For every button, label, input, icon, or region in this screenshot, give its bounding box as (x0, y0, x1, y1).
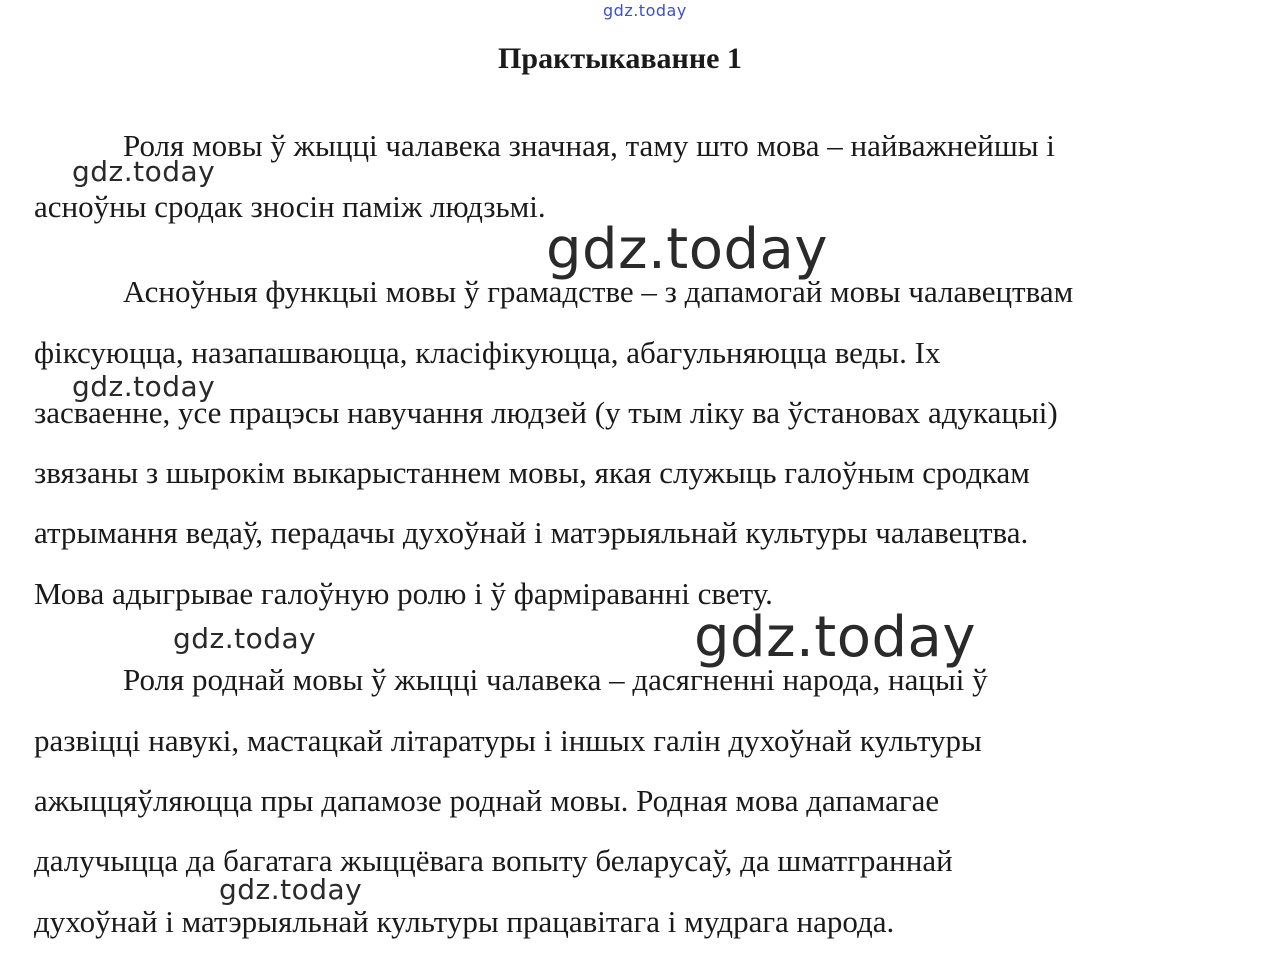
text-line: духоўнай і матэрыяльнай культуры працавітага і мудрага народа. (34, 904, 895, 939)
watermark: gdz.today (72, 370, 216, 403)
text-line: асноўны сродак зносін паміж людзьмі. (34, 189, 546, 224)
text-line: ажыццяўляюцца пры дапамозе роднай мовы. Родная мова дапамагае (34, 783, 940, 818)
text-line: звязаны з шырокім выкарыстаннем мовы, якая служыць галоўным сродкам (34, 455, 1030, 490)
header-watermark: gdz.today (603, 1, 687, 20)
text-line: Асноўныя функцыі мовы ў грамадстве – з дапамогай мовы чалавецтвам (123, 274, 1074, 309)
text-line: Роля роднай мовы ў жыцці чалавека – дасягненні народа, нацыі ў (123, 662, 988, 697)
text-line: Роля мовы ў жыцці чалавека значная, таму што мова – найважнейшы і (123, 128, 1055, 163)
watermark: gdz.today (694, 605, 977, 670)
text-line: Мова адыгрывае галоўную ролю і ў фарміраванні свету. (34, 576, 773, 611)
text-line: атрымання ведаў, перадачы духоўнай і матэрыяльнай культуры чалавецтва. (34, 515, 1029, 550)
watermark: gdz.today (546, 217, 829, 282)
page-title: Практыкаванне 1 (498, 42, 742, 75)
watermark: gdz.today (219, 873, 363, 906)
watermark: gdz.today (173, 622, 317, 655)
text-line: развіцці навукі, мастацкай літаратуры і іншых галін духоўнай культуры (34, 723, 982, 758)
text-line: далучыцца да багатага жыццёвага вопыту беларусаў, да шматграннай (34, 843, 953, 878)
watermark: gdz.today (72, 155, 216, 188)
text-line: фіксуюцца, назапашваюцца, класіфікуюцца, абагульняюцца веды. Іх (34, 335, 941, 370)
text-line: засваенне, усе працэсы навучання людзей (у тым ліку ва ўстановах адукацыі) (34, 395, 1058, 430)
